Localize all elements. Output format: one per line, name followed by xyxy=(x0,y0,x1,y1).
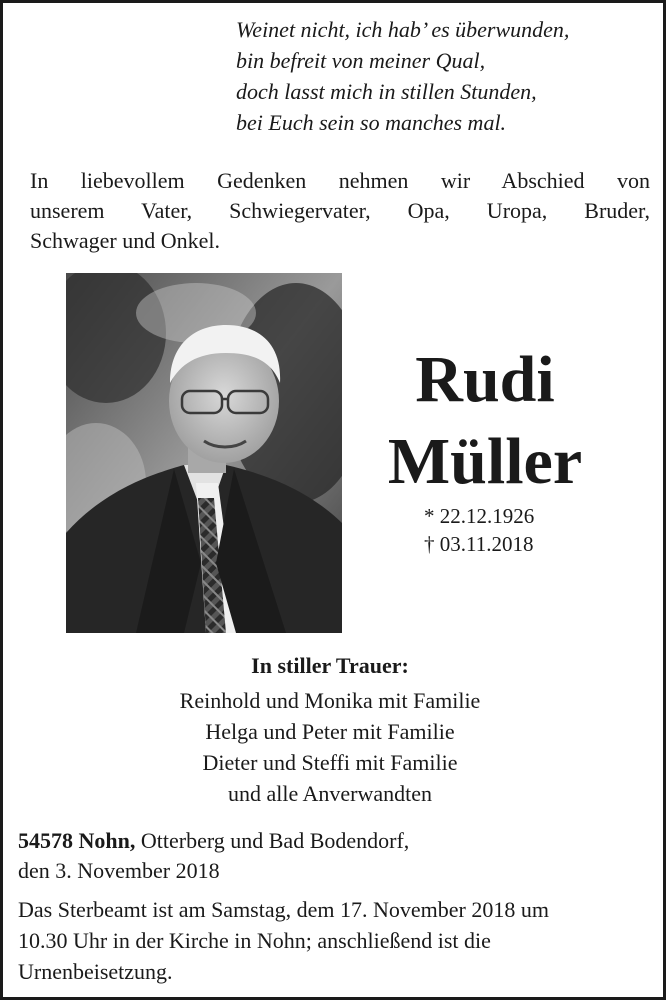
mourners-heading: In stiller Trauer: xyxy=(251,653,409,678)
poem-line: bin befreit von meiner Qual, xyxy=(236,48,486,73)
deceased-last-name: Müller xyxy=(387,425,583,498)
poem-line: Weinet nicht, ich hab’ es überwunden, xyxy=(236,17,570,42)
place-towns-rest: Otterberg und Bad Bodendorf, xyxy=(135,828,410,853)
place-town-bold: 54578 Nohn, xyxy=(18,828,136,853)
service-line: Urnenbeisetzung. xyxy=(18,959,173,984)
poem-line: doch lasst mich in stillen Stunden, xyxy=(236,79,537,104)
mourners-list xyxy=(0,685,660,809)
service-line: Das Sterbeamt ist am Samstag, dem 17. November 2018 um xyxy=(18,897,549,922)
life-dates xyxy=(424,502,534,558)
poem xyxy=(236,14,569,138)
mourner-line: und alle Anverwandten xyxy=(227,781,433,806)
intro-line: unserem Vater, Schwiegervater, Opa, Uropa, Bruder, xyxy=(30,198,650,223)
mourner-line: Dieter und Steffi mit Familie xyxy=(202,750,458,775)
intro-line: Schwager und Onkel. xyxy=(30,228,221,253)
death-date: † 03.11.2018 xyxy=(424,532,534,556)
deceased-first-name: Rudi xyxy=(415,343,555,416)
place-line xyxy=(18,826,409,856)
mourner-line: Helga und Peter mit Familie xyxy=(205,719,455,744)
poem-line: bei Euch sein so manches mal. xyxy=(236,110,507,135)
birth-date: * 22.12.1926 xyxy=(424,504,535,528)
place-and-date xyxy=(18,826,409,886)
mourner-line: Reinhold und Monika mit Familie xyxy=(179,688,481,713)
date-line: den 3. November 2018 xyxy=(18,858,220,883)
intro-text xyxy=(30,166,650,256)
service-line: 10.30 Uhr in der Kirche in Nohn; anschließend ist die xyxy=(18,928,491,953)
portrait-photo xyxy=(66,273,342,633)
service-info xyxy=(18,894,654,987)
intro-line: In liebevollem Gedenken nehmen wir Abschied von xyxy=(30,168,650,193)
portrait-illustration xyxy=(66,273,342,633)
